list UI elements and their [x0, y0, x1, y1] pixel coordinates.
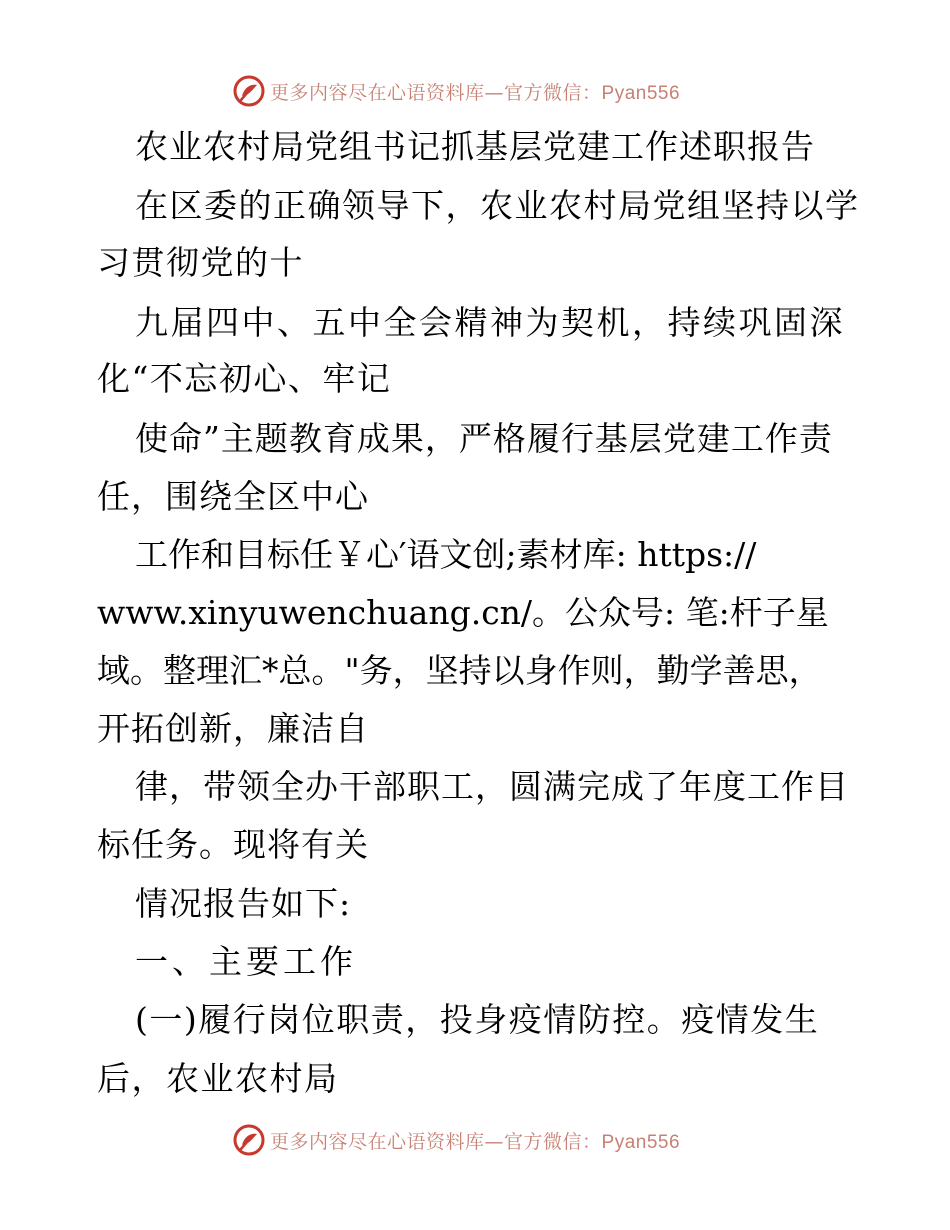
- paragraph-line: 标任务。现将有关: [97, 825, 369, 864]
- watermark-banner-top: [232, 74, 712, 108]
- watermark-banner-bottom: [232, 1123, 712, 1157]
- paragraph-line: 工作和目标任￥心′语文创;素材库: https://: [135, 535, 757, 574]
- paragraph-line: (一)履行岗位职责，投身疫情防控。疫情发生: [135, 1000, 820, 1039]
- watermark-text: 更多内容尽在心语资料库—官方微信：Pyan556: [270, 1130, 681, 1153]
- brand-logo-icon: [232, 74, 266, 108]
- paragraph-line: 任，围绕全区中心: [97, 477, 369, 516]
- watermark-text: 更多内容尽在心语资料库—官方微信：Pyan556: [270, 81, 681, 104]
- paragraph-line: 九届四中、五中全会精神为契机，持续巩固深: [135, 303, 845, 342]
- paragraph-line: 开拓创新，廉洁自: [97, 709, 369, 748]
- paragraph-line: 化“不忘初心、牢记: [97, 359, 392, 398]
- brand-logo-icon: [232, 1123, 266, 1157]
- document-title: 农业农村局党组书记抓基层党建工作述职报告: [135, 127, 815, 166]
- paragraph-line: 使命”主题教育成果，严格履行基层党建工作责: [135, 419, 833, 458]
- paragraph-line: 情况报告如下:: [135, 884, 352, 923]
- paragraph-line: 律，带领全办干部职工，圆满完成了年度工作目: [135, 767, 849, 806]
- paragraph-line: 域。整理汇*总。"务，坚持以身作则，勤学善思，: [97, 651, 822, 690]
- paragraph-line: 后，农业农村局: [97, 1059, 339, 1098]
- section-heading: 一、主要工作: [135, 942, 357, 981]
- paragraph-line: 习贯彻党的十: [97, 243, 304, 282]
- paragraph-line: www.xinyuwenchuang.cn/。公众号: 笔:杆子星: [97, 593, 829, 632]
- paragraph-line: 在区委的正确领导下，农业农村局党组坚持以学: [135, 186, 860, 225]
